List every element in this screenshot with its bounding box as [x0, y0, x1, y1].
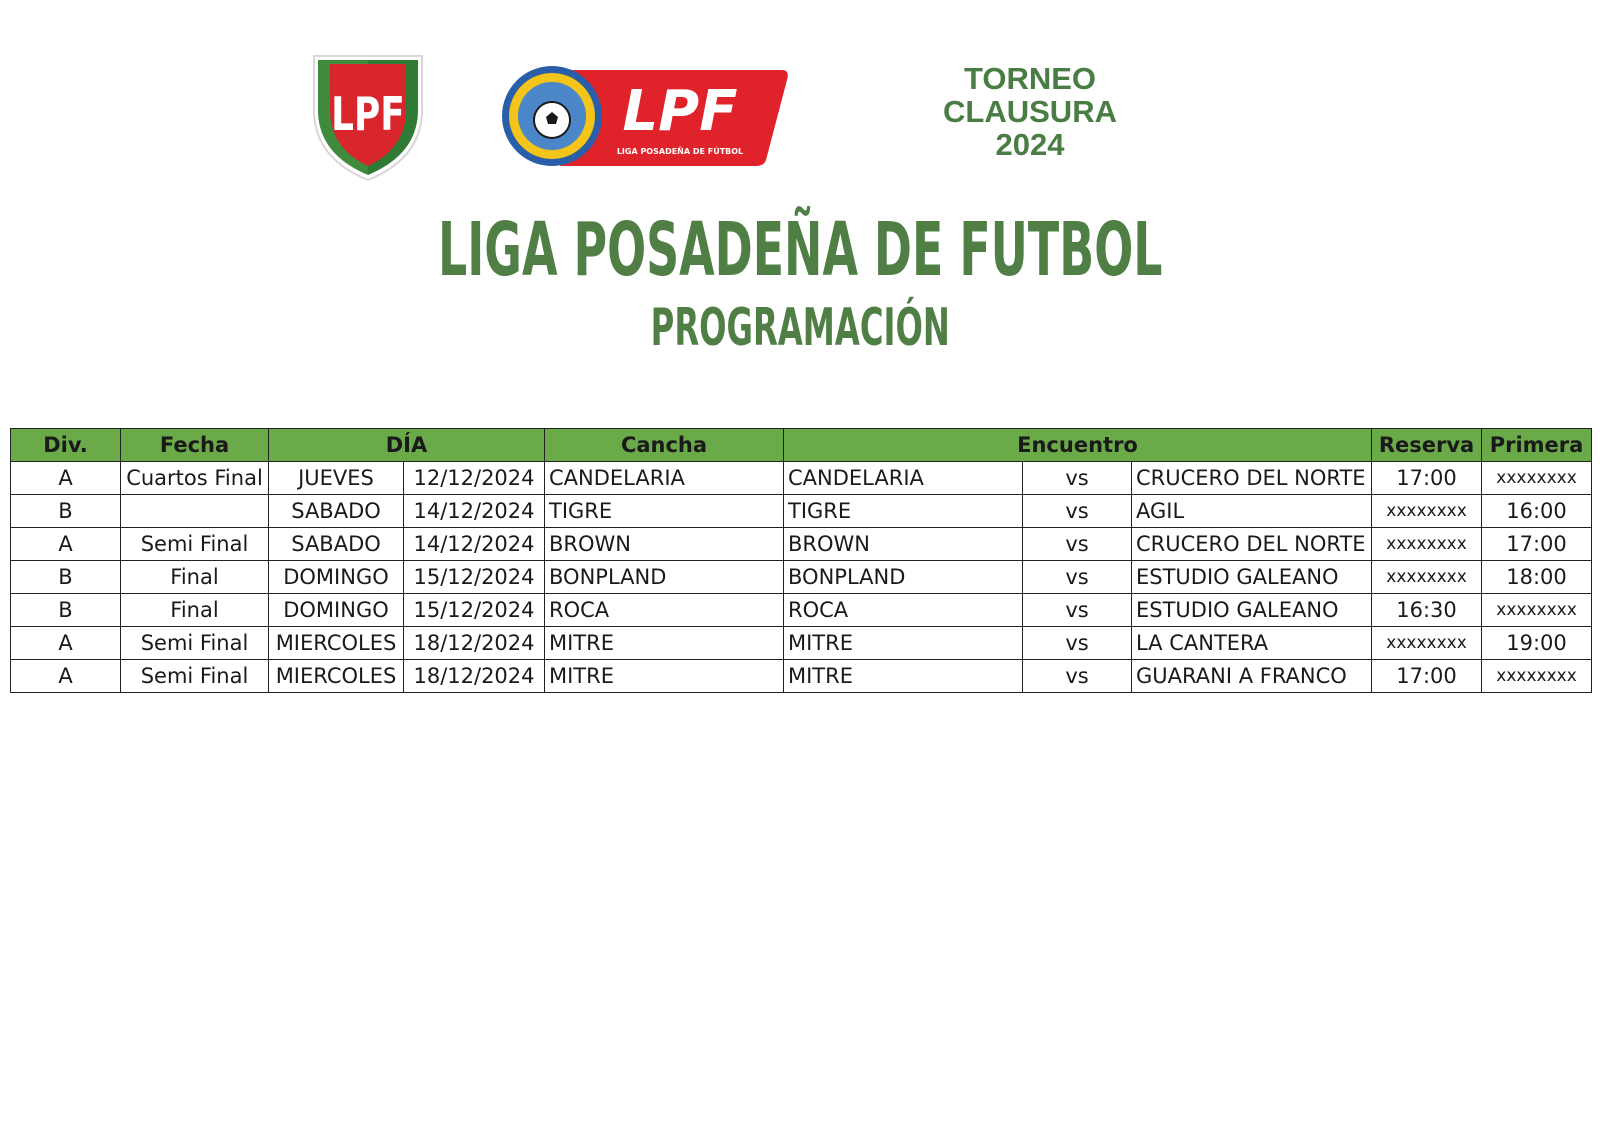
cell-dia: SABADO: [269, 495, 404, 528]
cell-date: 14/12/2024: [404, 528, 545, 561]
cell-vs: vs: [1023, 594, 1132, 627]
lpf-shield-logo: [306, 50, 430, 184]
lpf-banner-logo: [500, 62, 790, 172]
table-row: [11, 660, 1592, 693]
cell-vs: vs: [1023, 528, 1132, 561]
cell-local: TIGRE: [784, 495, 1023, 528]
cell-fecha: Semi Final: [121, 627, 269, 660]
table-row: [11, 561, 1592, 594]
cell-reserva: xxxxxxxx: [1372, 528, 1482, 561]
cell-reserva: 17:00: [1372, 462, 1482, 495]
svg-text:LPF: LPF: [622, 79, 738, 144]
cell-vs: vs: [1023, 495, 1132, 528]
cell-visitante: GUARANI A FRANCO: [1132, 660, 1372, 693]
cell-primera: xxxxxxxx: [1482, 660, 1592, 693]
cell-cancha: MITRE: [545, 660, 784, 693]
cell-div: A: [11, 660, 121, 693]
torneo-line-1: TORNEO: [963, 61, 1097, 96]
cell-vs: vs: [1023, 660, 1132, 693]
cell-local: BONPLAND: [784, 561, 1023, 594]
cell-reserva: xxxxxxxx: [1372, 627, 1482, 660]
table-header-row: [11, 429, 1592, 462]
svg-text:LIGA POSADEÑA DE FÚTBOL: LIGA POSADEÑA DE FÚTBOL: [616, 147, 744, 156]
cell-dia: DOMINGO: [269, 561, 404, 594]
cell-visitante: ESTUDIO GALEANO: [1132, 561, 1372, 594]
table-row: [11, 462, 1592, 495]
col-header-fecha: Fecha: [121, 429, 269, 462]
cell-div: A: [11, 528, 121, 561]
cell-cancha: CANDELARIA: [545, 462, 784, 495]
cell-div: B: [11, 594, 121, 627]
cell-visitante: LA CANTERA: [1132, 627, 1372, 660]
cell-cancha: BROWN: [545, 528, 784, 561]
cell-vs: vs: [1023, 462, 1132, 495]
cell-reserva: 16:30: [1372, 594, 1482, 627]
cell-date: 18/12/2024: [404, 627, 545, 660]
cell-local: BROWN: [784, 528, 1023, 561]
table-row: [11, 495, 1592, 528]
cell-visitante: AGIL: [1132, 495, 1372, 528]
col-header-encuentro: Encuentro: [784, 429, 1372, 462]
cell-fecha: [121, 495, 269, 528]
col-header-div: Div.: [11, 429, 121, 462]
col-header-cancha: Cancha: [545, 429, 784, 462]
cell-dia: JUEVES: [269, 462, 404, 495]
cell-dia: MIERCOLES: [269, 660, 404, 693]
cell-primera: 18:00: [1482, 561, 1592, 594]
cell-div: B: [11, 561, 121, 594]
cell-primera: 19:00: [1482, 627, 1592, 660]
cell-reserva: xxxxxxxx: [1372, 495, 1482, 528]
cell-dia: SABADO: [269, 528, 404, 561]
cell-reserva: xxxxxxxx: [1372, 561, 1482, 594]
cell-date: 12/12/2024: [404, 462, 545, 495]
cell-vs: vs: [1023, 627, 1132, 660]
cell-visitante: CRUCERO DEL NORTE: [1132, 528, 1372, 561]
cell-primera: 16:00: [1482, 495, 1592, 528]
cell-cancha: BONPLAND: [545, 561, 784, 594]
torneo-line-2: CLAUSURA: [943, 94, 1117, 129]
table-row: [11, 594, 1592, 627]
cell-fecha: Semi Final: [121, 528, 269, 561]
cell-fecha: Semi Final: [121, 660, 269, 693]
cell-date: 15/12/2024: [404, 561, 545, 594]
torneo-line-3: 2024: [995, 127, 1065, 162]
cell-cancha: ROCA: [545, 594, 784, 627]
svg-text:LPF: LPF: [331, 87, 405, 142]
cell-local: CANDELARIA: [784, 462, 1023, 495]
cell-div: A: [11, 462, 121, 495]
cell-visitante: CRUCERO DEL NORTE: [1132, 462, 1372, 495]
page-title: LIGA POSADEÑA DE FUTBOL: [437, 207, 1163, 293]
col-header-primera: Primera: [1482, 429, 1592, 462]
cell-date: 15/12/2024: [404, 594, 545, 627]
cell-reserva: 17:00: [1372, 660, 1482, 693]
cell-dia: MIERCOLES: [269, 627, 404, 660]
cell-primera: xxxxxxxx: [1482, 462, 1592, 495]
cell-fecha: Cuartos Final: [121, 462, 269, 495]
cell-dia: DOMINGO: [269, 594, 404, 627]
cell-primera: xxxxxxxx: [1482, 594, 1592, 627]
cell-div: B: [11, 495, 121, 528]
cell-local: MITRE: [784, 660, 1023, 693]
cell-date: 18/12/2024: [404, 660, 545, 693]
table-row: [11, 528, 1592, 561]
cell-visitante: ESTUDIO GALEANO: [1132, 594, 1372, 627]
cell-div: A: [11, 627, 121, 660]
cell-date: 14/12/2024: [404, 495, 545, 528]
torneo-label: [925, 62, 1135, 161]
cell-fecha: Final: [121, 561, 269, 594]
table-row: [11, 627, 1592, 660]
cell-local: MITRE: [784, 627, 1023, 660]
col-header-reserva: Reserva: [1372, 429, 1482, 462]
schedule-table: [10, 428, 1592, 693]
cell-cancha: TIGRE: [545, 495, 784, 528]
col-header-dia: DÍA: [269, 429, 545, 462]
cell-primera: 17:00: [1482, 528, 1592, 561]
cell-vs: vs: [1023, 561, 1132, 594]
cell-fecha: Final: [121, 594, 269, 627]
cell-local: ROCA: [784, 594, 1023, 627]
page-subtitle: PROGRAMACIÓN: [650, 298, 950, 358]
cell-cancha: MITRE: [545, 627, 784, 660]
